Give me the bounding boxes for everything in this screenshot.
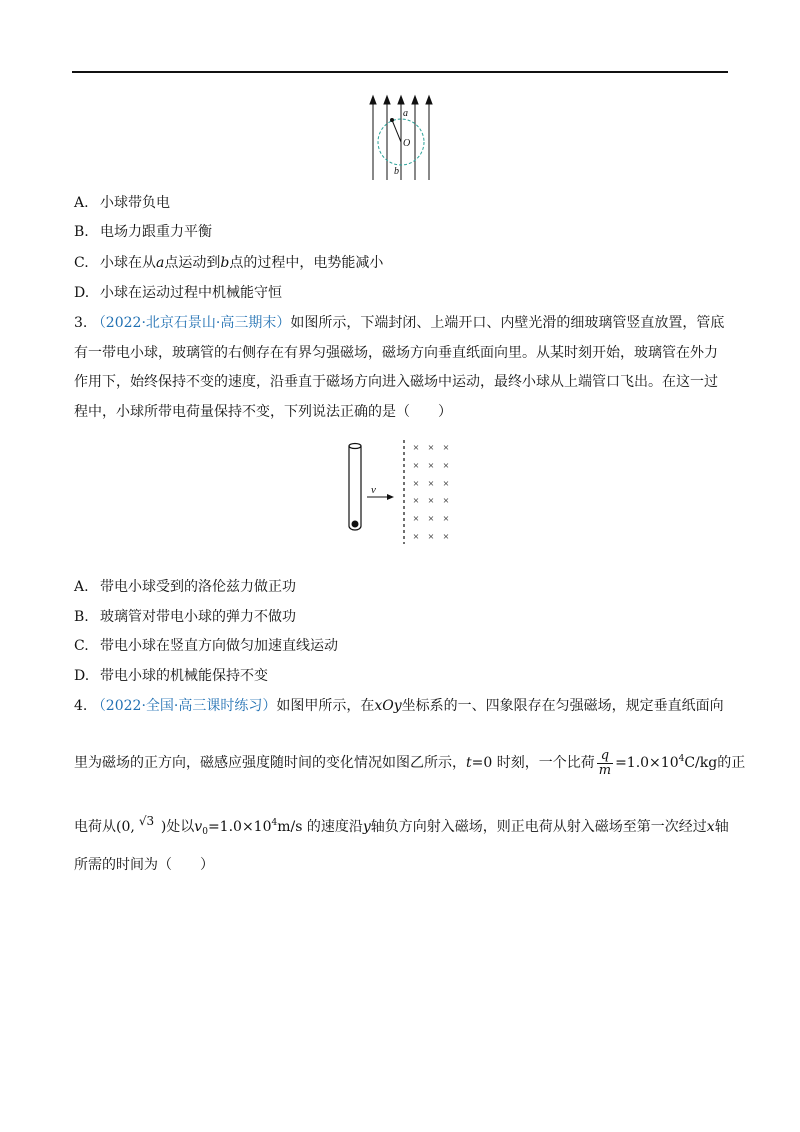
charge-mass-ratio-fraction: $\frac{q}{m}$ [598, 747, 612, 778]
q3-stem-line3: 作用下，始终保持不变的速度，沿垂直于磁场方向进入磁场中运动，最终小球从上端管口飞出。在这一过 [74, 374, 718, 390]
svg-text:×: × [442, 478, 450, 490]
q4-stem-line1: 4. （2022·全国·高三课时练习）如图甲所示，在xOy坐标系的一、四象限存在匀强磁场，规定垂直纸面向 [74, 698, 724, 714]
svg-text:×: × [427, 513, 435, 525]
svg-text:×: × [427, 478, 435, 490]
figure-field-circle [360, 92, 440, 184]
q4-number: 4. [74, 698, 88, 714]
svg-text:×: × [442, 460, 450, 472]
svg-text:×: × [427, 460, 435, 472]
svg-text:×: × [427, 442, 435, 454]
q4-stem-line3: 电荷从(0, √3 )处以$v_0=1.0\times 10^4m/s$ 的速度沿y轴负方向射入磁场，则正电荷从射入磁场至第一次经过x轴 [74, 813, 729, 842]
svg-text:×: × [442, 442, 450, 454]
fig1-label-a: a [403, 108, 408, 119]
q2-option-c: C. 小球在从a点运动到b点的过程中，电势能减小 [74, 255, 384, 271]
q3-stem-line4: 程中，小球所带电荷量保持不变，下列说法正确的是（ ） [74, 404, 452, 420]
svg-text:×: × [412, 495, 420, 507]
top-rule [72, 71, 728, 73]
q2-option-d: D. 小球在运动过程中机械能守恒 [74, 285, 282, 301]
q2-option-a: A. 小球带负电 [74, 195, 170, 211]
svg-text:×: × [412, 478, 420, 490]
q2-option-b: B. 电场力跟重力平衡 [74, 224, 212, 240]
q3-option-b: B. 玻璃管对带电小球的弹力不做功 [74, 609, 296, 625]
svg-text:×: × [442, 495, 450, 507]
q3-option-d: D. 带电小球的机械能保持不变 [74, 668, 268, 684]
svg-text:×: × [427, 531, 435, 543]
svg-text:×: × [442, 513, 450, 525]
q3-option-c: C. 带电小球在竖直方向做匀加速直线运动 [74, 638, 338, 654]
q3-source: （2022·北京石景山·高三期末） [91, 315, 291, 331]
svg-text:×: × [412, 513, 420, 525]
q3-stem-line1: 3. （2022·北京石景山·高三期末）如图所示，下端封闭、上端开口、内壁光滑的细玻璃管竖直放置，管底 [74, 315, 725, 331]
svg-text:×: × [412, 531, 420, 543]
q3-stem-line2: 有一带电小球，玻璃管的右侧存在有界匀强磁场，磁场方向垂直纸面向里。从某时刻开始，玻璃管在外力 [74, 345, 718, 361]
svg-text:×: × [412, 460, 420, 472]
q4-stem-line2: 里为磁场的正方向，磁感应强度随时间的变化情况如图乙所示，t=0 时刻，一个比荷 $\frac{q}{m}$ $=1.0\times 10^4C/kg$的正 [74, 747, 746, 778]
svg-text:×: × [412, 442, 420, 454]
figure-tube-magnetic-field [340, 438, 460, 550]
fig1-label-b: b [394, 166, 399, 177]
q4-source: （2022·全国·高三课时练习） [91, 698, 277, 714]
fig1-label-o: O [403, 138, 411, 149]
sqrt3: √3 [138, 814, 155, 828]
q4-stem-line4: 所需的时间为（ ） [74, 857, 214, 873]
svg-text:×: × [427, 495, 435, 507]
q3-option-a: A. 带电小球受到的洛伦兹力做正功 [74, 579, 296, 595]
fig2-label-v: v [371, 484, 376, 496]
q3-number: 3. [74, 315, 88, 331]
svg-text:×: × [442, 531, 450, 543]
